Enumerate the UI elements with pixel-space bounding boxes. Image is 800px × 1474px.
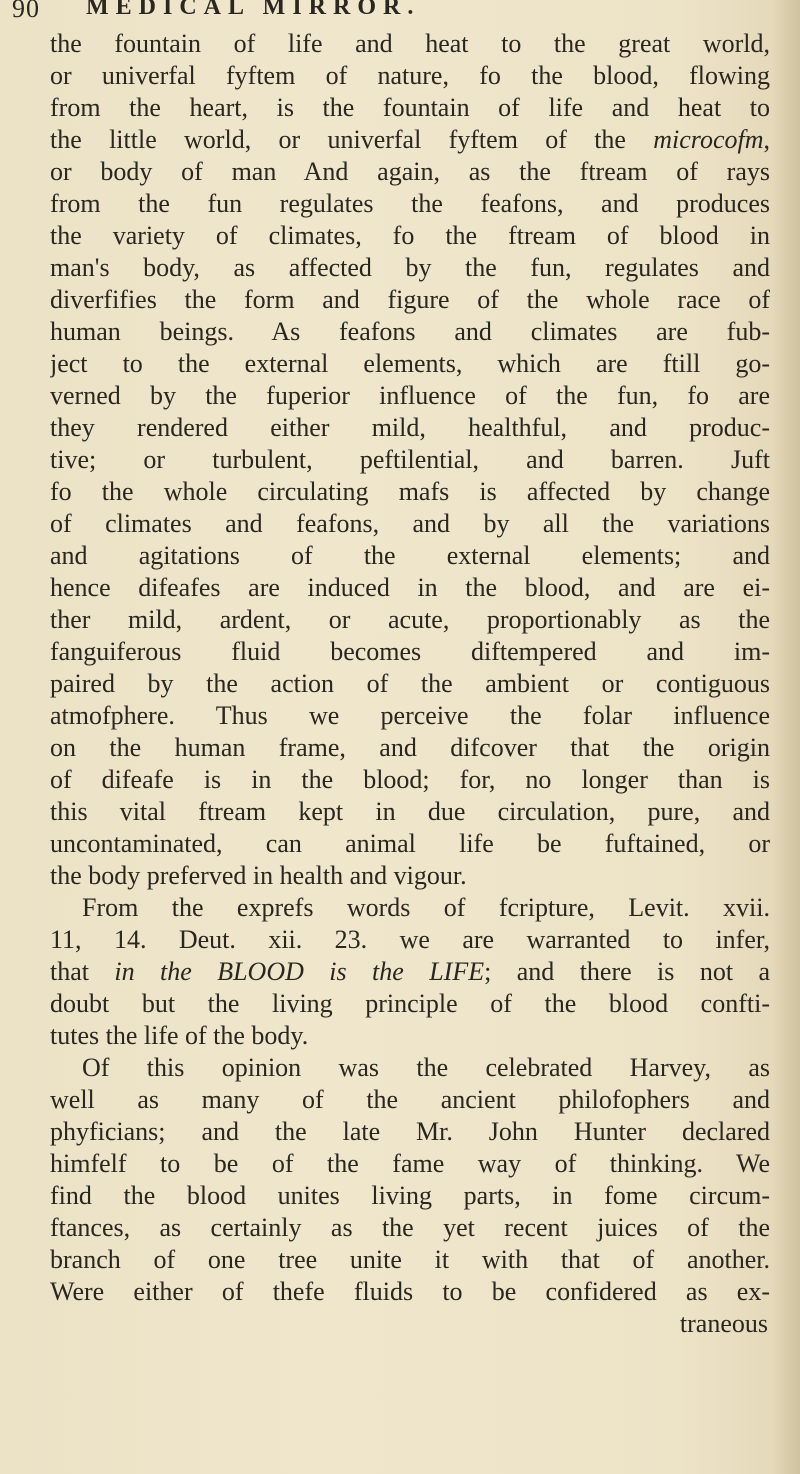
text-line: From the exprefs words of fcripture, Levit. xvii. (82, 893, 770, 922)
text-line: that in the BLOOD is the LIFE; and there is not a (50, 957, 770, 986)
text-line: tutes the life of the body. (50, 1021, 309, 1050)
text-line: of climates and feafons, and by all the variations (50, 509, 770, 538)
text-line: they rendered either mild, healthful, and produc- (50, 413, 770, 442)
italic-phrase: microcofm (653, 125, 764, 154)
text-line: of difeafe is in the blood; for, no longer than is (50, 765, 770, 794)
italic-phrase: in the BLOOD is the LIFE (114, 957, 485, 986)
text-line: this vital ftream kept in due circulation, pure, and (50, 797, 770, 826)
text-line: atmofphere. Thus we perceive the folar influence (50, 701, 770, 730)
text-line: the body preferved in health and vigour. (50, 861, 467, 890)
page-number: 90 (12, 0, 40, 23)
text-line: paired by the action of the ambient or contiguous (50, 669, 770, 698)
text-line: human beings. As feafons and climates are fub- (50, 317, 770, 346)
text-line: from the heart, is the fountain of life and heat to (50, 93, 770, 122)
text-line: tive; or turbulent, peftilential, and barren. Juft (50, 445, 770, 474)
text-line: verned by the fuperior influence of the fun, fo are (50, 381, 770, 410)
text-line: the little world, or univerfal fyftem of the microcofm, (50, 125, 770, 154)
text-line: ther mild, ardent, or acute, proportionably as the (50, 605, 770, 634)
text-line: well as many of the ancient philofophers and (50, 1085, 770, 1114)
text-line: fo the whole circulating mafs is affected by change (50, 477, 770, 506)
text-line: doubt but the living principle of the blood confti- (50, 989, 770, 1018)
body-text (50, 28, 770, 1340)
page-header (12, 0, 772, 24)
text-line: hence difeafes are induced in the blood, and are ei- (50, 573, 770, 602)
text-line: branch of one tree unite it with that of another. (50, 1245, 770, 1274)
catchword: traneous (679, 1309, 768, 1338)
text-line: and agitations of the external elements; and (50, 541, 770, 570)
text-line: or body of man And again, as the ftream of rays (50, 157, 770, 186)
text-line: on the human frame, and difcover that the origin (50, 733, 770, 762)
running-head: MEDICAL MIRROR. (86, 0, 421, 20)
text-line: diverfifies the form and figure of the whole race of (50, 285, 770, 314)
text-line: or univerfal fyftem of nature, fo the blood, flowing (50, 61, 770, 90)
text-line: uncontaminated, can animal life be fuftained, or (50, 829, 770, 858)
text-line: ftances, as certainly as the yet recent juices of the (50, 1213, 770, 1242)
text-line: 11, 14. Deut. xii. 23. we are warranted to infer, (50, 925, 770, 954)
text-line: phyficians; and the late Mr. John Hunter declared (50, 1117, 770, 1146)
text-line: himfelf to be of the fame way of thinking. We (50, 1149, 770, 1178)
text-line: from the fun regulates the feafons, and produces (50, 189, 770, 218)
text-line: man's body, as affected by the fun, regulates and (50, 253, 770, 282)
text-line: fanguiferous fluid becomes diftempered and im- (50, 637, 770, 666)
text-line: find the blood unites living parts, in fome circum- (50, 1181, 770, 1210)
text-line: Of this opinion was the celebrated Harvey, as (82, 1053, 770, 1082)
text-line: the fountain of life and heat to the great world, (50, 29, 770, 58)
text-line: ject to the external elements, which are ftill go- (50, 349, 770, 378)
text-line: Were either of thefe fluids to be confidered as ex- (50, 1277, 770, 1306)
page-edge-shadow (772, 0, 800, 1474)
text-line: the variety of climates, fo the ftream of blood in (50, 221, 770, 250)
